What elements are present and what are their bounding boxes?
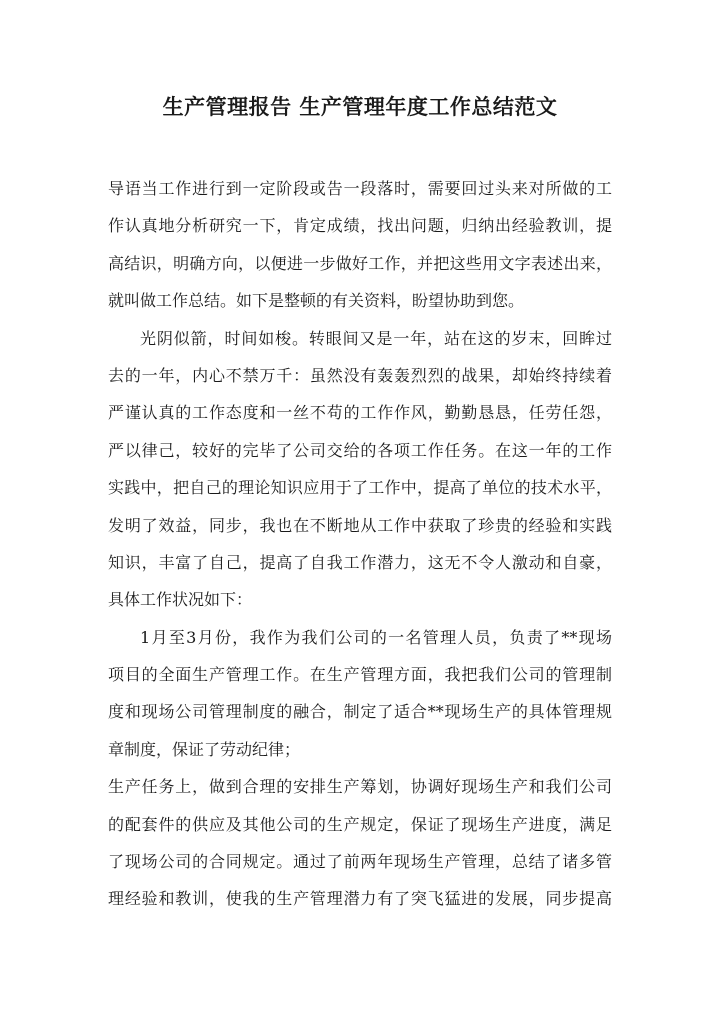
- paragraph-2-line-3: 严谨认真的工作态度和一丝不苟的工作作风，勤勤恳恳，任劳任怨，: [108, 403, 612, 423]
- paragraph-2-line-8: 具体工作状况如下：: [108, 590, 253, 610]
- paragraph-2-line-1: 光阴似箭，时间如梭。转眼间又是一年，站在这的岁末，回眸过: [140, 328, 612, 348]
- paragraph-2-line-5: 实践中，把自己的理论知识应用于了工作中，提高了单位的技术水平，: [108, 478, 612, 498]
- paragraph-3-line-1: 1月至3月份，我作为我们公司的一名管理人员，负责了**现场: [140, 627, 612, 647]
- paragraph-1-line-1: 导语当工作进行到一定阶段或告一段落时，需要回过头来对所做的工: [108, 179, 612, 198]
- paragraph-2-line-4: 严以律己，较好的完毕了公司交给的各项工作任务。在这一年的工作: [108, 440, 612, 460]
- document-body: [108, 170, 612, 918]
- paragraph-3-line-2: 项目的全面生产管理工作。在生产管理方面，我把我们公司的管理制: [108, 665, 612, 685]
- paragraph-4-line-4: 理经验和教训，使我的生产管理潜力有了突飞猛进的发展，同步提高: [108, 889, 612, 909]
- paragraph-4-line-1: 生产任务上，做到合理的安排生产筹划，协调好现场生产和我们公司: [108, 777, 612, 797]
- paragraph-3-line-4: 章制度，保证了劳动纪律；: [108, 739, 301, 759]
- paragraph-2-line-7: 知识，丰富了自己，提高了自我工作潜力，这无不令人激动和自豪，: [108, 552, 612, 572]
- paragraph-4-line-3: 了现场公司的合同规定。通过了前两年现场生产管理，总结了诸多管: [108, 852, 612, 872]
- paragraph-1-line-2: 作认真地分析研究一下，肯定成绩，找出问题，归纳出经验教训，提: [108, 216, 612, 236]
- paragraph-1-line-4: 就叫做工作总结。如下是整顿的有关资料，盼望协助到您。: [108, 291, 525, 311]
- paragraph-1-line-3: 高结识，明确方向，以便进一步做好工作，并把这些用文字表述出来，: [108, 253, 612, 273]
- paragraph-4-line-2: 的配套件的供应及其他公司的生产规定，保证了现场生产进度，满足: [108, 814, 612, 834]
- paragraph-2-line-2: 去的一年，内心不禁万千：虽然没有轰轰烈烈的战果，却始终持续着: [108, 365, 612, 385]
- paragraph-3-line-3: 度和现场公司管理制度的融合，制定了适合**现场生产的具体管理规: [108, 702, 612, 722]
- paragraph-2-line-6: 发明了效益，同步，我也在不断地从工作中获取了珍贵的经验和实践: [108, 515, 612, 535]
- document-title: 生产管理报告 生产管理年度工作总结范文: [162, 94, 558, 119]
